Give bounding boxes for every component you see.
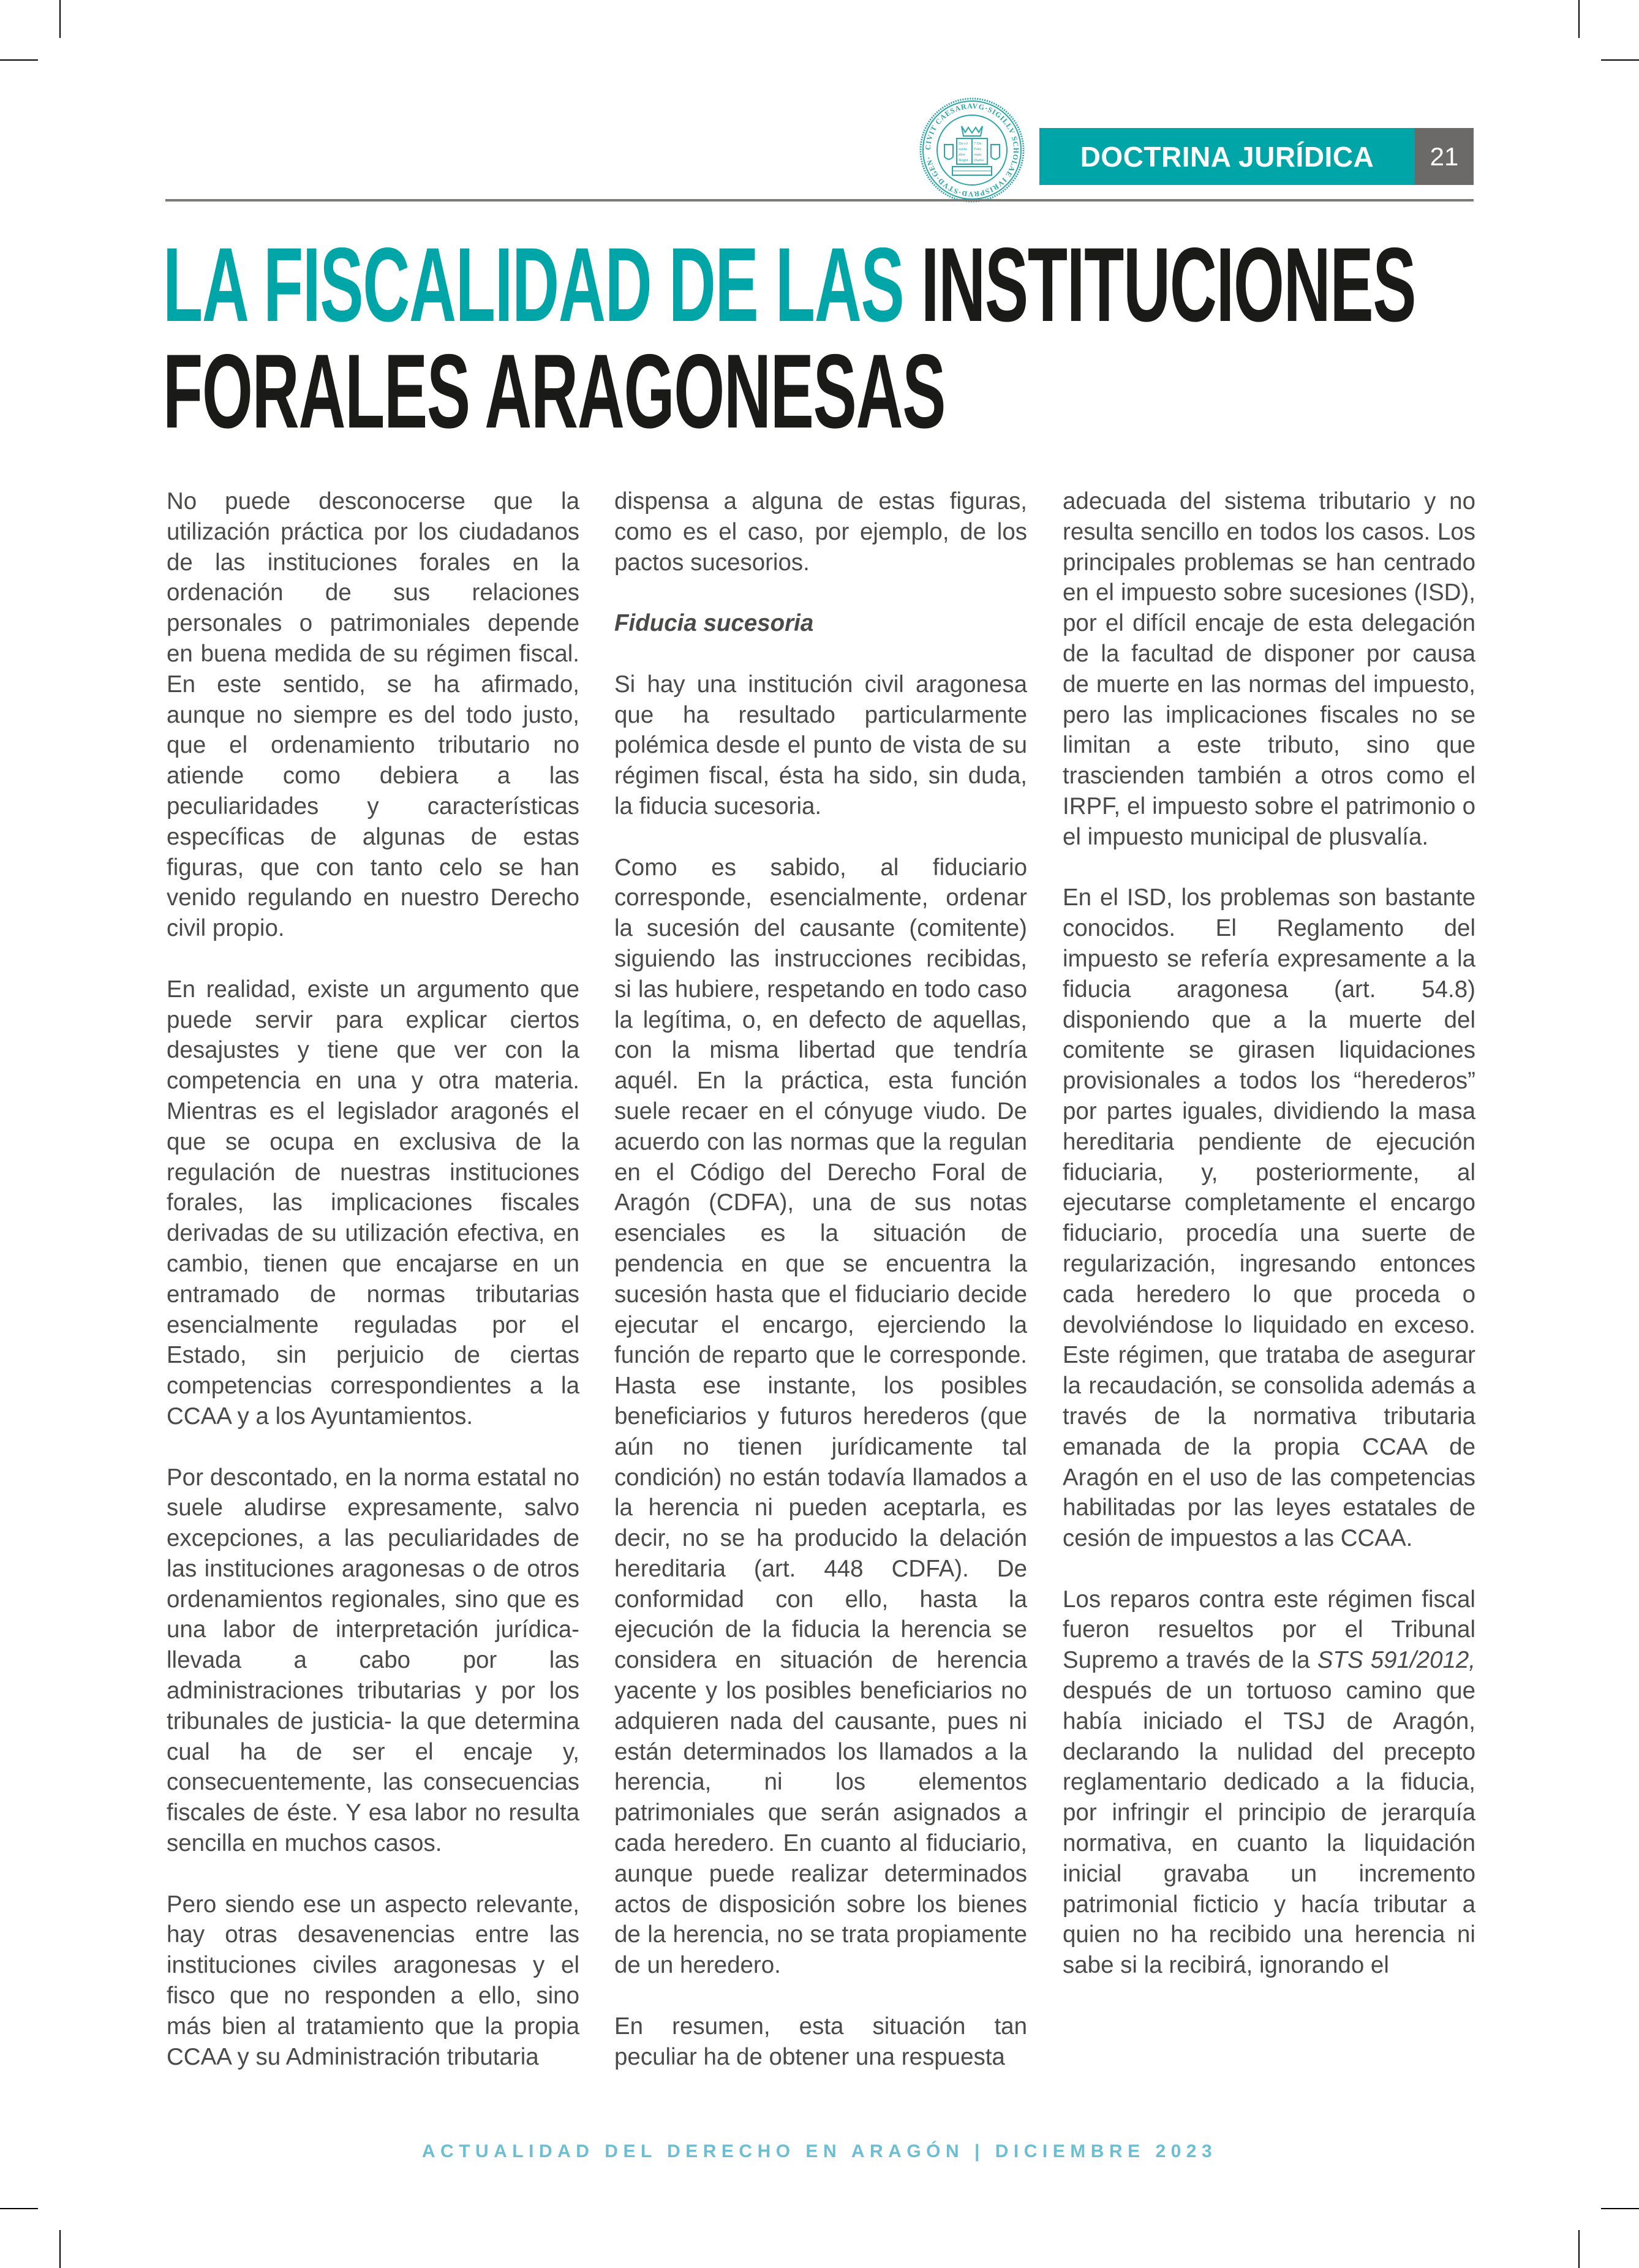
title-accent: LA FISCALIDAD DE LAS xyxy=(163,226,904,344)
paragraph: En resumen, esta situación tan peculiar ha de obtener una respuesta xyxy=(614,2013,1027,2070)
text-column-3 xyxy=(1063,486,1475,1981)
article-title xyxy=(163,226,1416,450)
section-label: DOCTRINA JURÍDICA xyxy=(1039,128,1415,185)
text-column-2 xyxy=(614,486,1027,2072)
paragraph: adecuada del sistema tributario y no resulta sencillo en todos los casos. Los principales problemas se han centrado en el impuesto sobre sucesiones (ISD), por el difícil encaje de esta delegación de la facultad de disponer por causa de muerte en las normas del impuesto, pero las implicaciones fiscales no se limitan a este tributo, sino que trascienden también a otros como el IRPF, el impuesto sobre el patrimonio o el impuesto municipal de plusvalía. xyxy=(1063,488,1475,850)
paragraph: Si hay una institución civil aragonesa que ha resultado particularmente polémica desde el punto de vista de su régimen fiscal, ésta ha sido, sin duda, la fiducia sucesoria. xyxy=(614,671,1027,819)
case-citation: STS 591/2012, xyxy=(1317,1647,1475,1674)
crop-mark-bottom-right-horizontal xyxy=(1601,2208,1639,2209)
paragraph: dispensa a alguna de estas figuras, como es el caso, por ejemplo, de los pactos sucesorios. xyxy=(614,488,1027,576)
svg-text:Foro: Foro xyxy=(974,147,982,151)
paragraph: Pero siendo ese un aspecto relevante, hay otras desavenencias entre las instituciones civiles aragonesas y el fisco que no responden a ello, sino más bien al tratamiento que la propia CCAA y su Administración tributaria xyxy=(167,1891,579,2070)
svg-text:De cõ: De cõ xyxy=(959,141,968,146)
paragraph: Por descontado, en la norma estatal no suele aludirse expresamente, salvo excepciones, a las peculiaridades de las instituciones aragonesas o de otros ordenamientos regionales, sino que es una labor de interpretación jurídica- llevada a cabo por las administraciones tributarias y por los tribunales de justicia- la que determina cual ha de ser el encaje y, consecuentemente, las consecuencias fiscales de éste. Y esa labor no resulta sencilla en muchos casos. xyxy=(167,1464,579,1857)
page-number: 21 xyxy=(1415,128,1474,185)
paragraph xyxy=(1063,1584,1475,1981)
paragraph: En realidad, existe un argumento que puede servir para explicar ciertos desajustes y tiene que ver con la competencia en una y otra materia. Mientras es el legislador aragonés el que se ocupa en exclusiva de la regulación de nuestras instituciones forales, las implicaciones fiscales derivadas de su utilización efectiva, en cambio, tienen que encajarse en un entramado de normas tributarias esencialmente reguladas por el Estado, sin perjuicio de ciertas competencias correspondientes a la CCAA y a los Ayuntamientos. xyxy=(167,976,579,1430)
paragraph: No puede desconocerse que la utilización práctica por los ciudadanos de las instituciones forales en la ordenación de sus relaciones personales o patrimoniales depende en buena medida de su régimen fiscal. En este sentido, se ha afirmado, aunque no siempre es del todo justo, que el ordenamiento tributario no atiende como debiera a las peculiaridades y características específicas de algunas de estas figuras, que con tanto celo se han venido regulando en nuestro Derecho civil propio. xyxy=(167,488,579,942)
svg-text:stam: stam xyxy=(974,153,982,157)
page-footer xyxy=(0,2141,1639,2162)
section-banner xyxy=(1039,128,1474,185)
paragraph: En el ISD, los problemas son bastante conocidos. El Reglamento del impuesto se refería expresamente a la fiducia aragonesa (art. 54.8) disponiendo que a la muerte del comitente se girasen liquidaciones provisionales a todos los “herederos” por partes iguales, dividiendo la masa hereditaria pendiente de ejecución fiduciaria, y, posteriormente, al ejecutarse completamente el encargo fiduciario, procedía una suerte de regularización, ingresando entonces cada heredero lo que proceda o devolviéndose lo liquidado en exceso. Este régimen, que trataba de asegurar la recaudación, se consolida además a través de la normativa tributaria emanada de la propia CCAA de Aragón en el uso de las competencias habilitadas por las leyes estatales de cesión de impuestos a las CCAA. xyxy=(1063,884,1475,1552)
title-line2: FORALES ARAGONESAS xyxy=(163,333,946,450)
crop-mark-top-right-horizontal xyxy=(1601,59,1639,61)
publication-name: ACTUALIDAD DEL DERECHO EN ARAGÓN xyxy=(421,2141,965,2161)
header-divider xyxy=(165,199,1474,202)
crop-mark-top-right-vertical xyxy=(1578,0,1580,38)
subheading: Fiducia sucesoria xyxy=(614,610,814,637)
paragraph-text: Los reparos contra este régimen fiscal fueron resueltos por el Tribunal Supremo a través de la xyxy=(1063,1586,1475,1674)
university-seal-icon xyxy=(919,97,1025,203)
paragraph: Como es sabido, al fiduciario corresponde, esencialmente, ordenar la sucesión del causante (comitente) siguiendo las instrucciones recibidas, si las hubiere, respetando en todo caso la legítima, o, en defecto de aquellas, con la misma libertad que tendría aquél. En la práctica, esta función suele recaer en el cónyuge viudo. De acuerdo con las normas que la regulan en el Código del Derecho Foral de Aragón (CDFA), una de sus notas esenciales es la situación de pendencia en que se encuentra la sucesión hasta que el fiduciario decide ejecutar el encargo, ejerciendo la función de reparto que le corresponde. Hasta ese instante, los posibles beneficiarios y futuros herederos (que aún no tienen jurídicamente tal condición) no están todavía llamados a la herencia ni pueden aceptarla, es decir, no se ha producido la delación hereditaria (art. 448 CDFA). De conformidad con ello, hasta la ejecución de la fiducia la herencia se considera en situación de herencia yacente y los posibles beneficiarios no adquieren nada del causante, pues ni están determinados los llamados a la herencia, ni los elementos patrimoniales que serán asignados a cada heredero. En cuanto al fiduciario, aunque puede realizar determinados actos de disposición sobre los bienes de la herencia, no se trata propiamente de un heredero. xyxy=(614,854,1027,1979)
svg-text:7 De: 7 De xyxy=(974,141,982,146)
crop-mark-top-left-vertical xyxy=(59,0,61,38)
svg-text:suetu: suetu xyxy=(959,147,967,151)
svg-text:charta: charta xyxy=(974,158,984,162)
title-line1-rest: INSTITUCIONES xyxy=(921,226,1416,344)
crop-mark-top-left-horizontal xyxy=(0,59,38,61)
issue-date: DICIEMBRE 2023 xyxy=(995,2141,1218,2161)
paragraph-text: después de un tortuoso camino que había iniciado el TSJ de Aragón, declarando la nulidad del precepto reglamentario dedicado a la fiducia, por infringir el principio de jerarquía normativa, en cuanto la liquidación inicial gravaba un incremento patrimonial ficticio y hacía tributar a quien no ha recibido una herencia ni sabe si la recibirá, ignorando el xyxy=(1063,1678,1475,1979)
crop-mark-bottom-right-vertical xyxy=(1578,2230,1580,2268)
footer-separator: | xyxy=(974,2141,985,2161)
svg-text:CIVIT CAESARAVG·SIGILLV SCHOLA: CIVIT CAESARAVG·SIGILLV SCHOLAE IVRISPRVD·STVD·GEN· xyxy=(923,101,1021,199)
text-column-1 xyxy=(167,486,579,2072)
svg-text:Regni: Regni xyxy=(959,158,968,162)
svg-text:dine: dine xyxy=(959,153,966,157)
crop-mark-bottom-left-vertical xyxy=(59,2230,61,2268)
crop-mark-bottom-left-horizontal xyxy=(0,2208,38,2209)
